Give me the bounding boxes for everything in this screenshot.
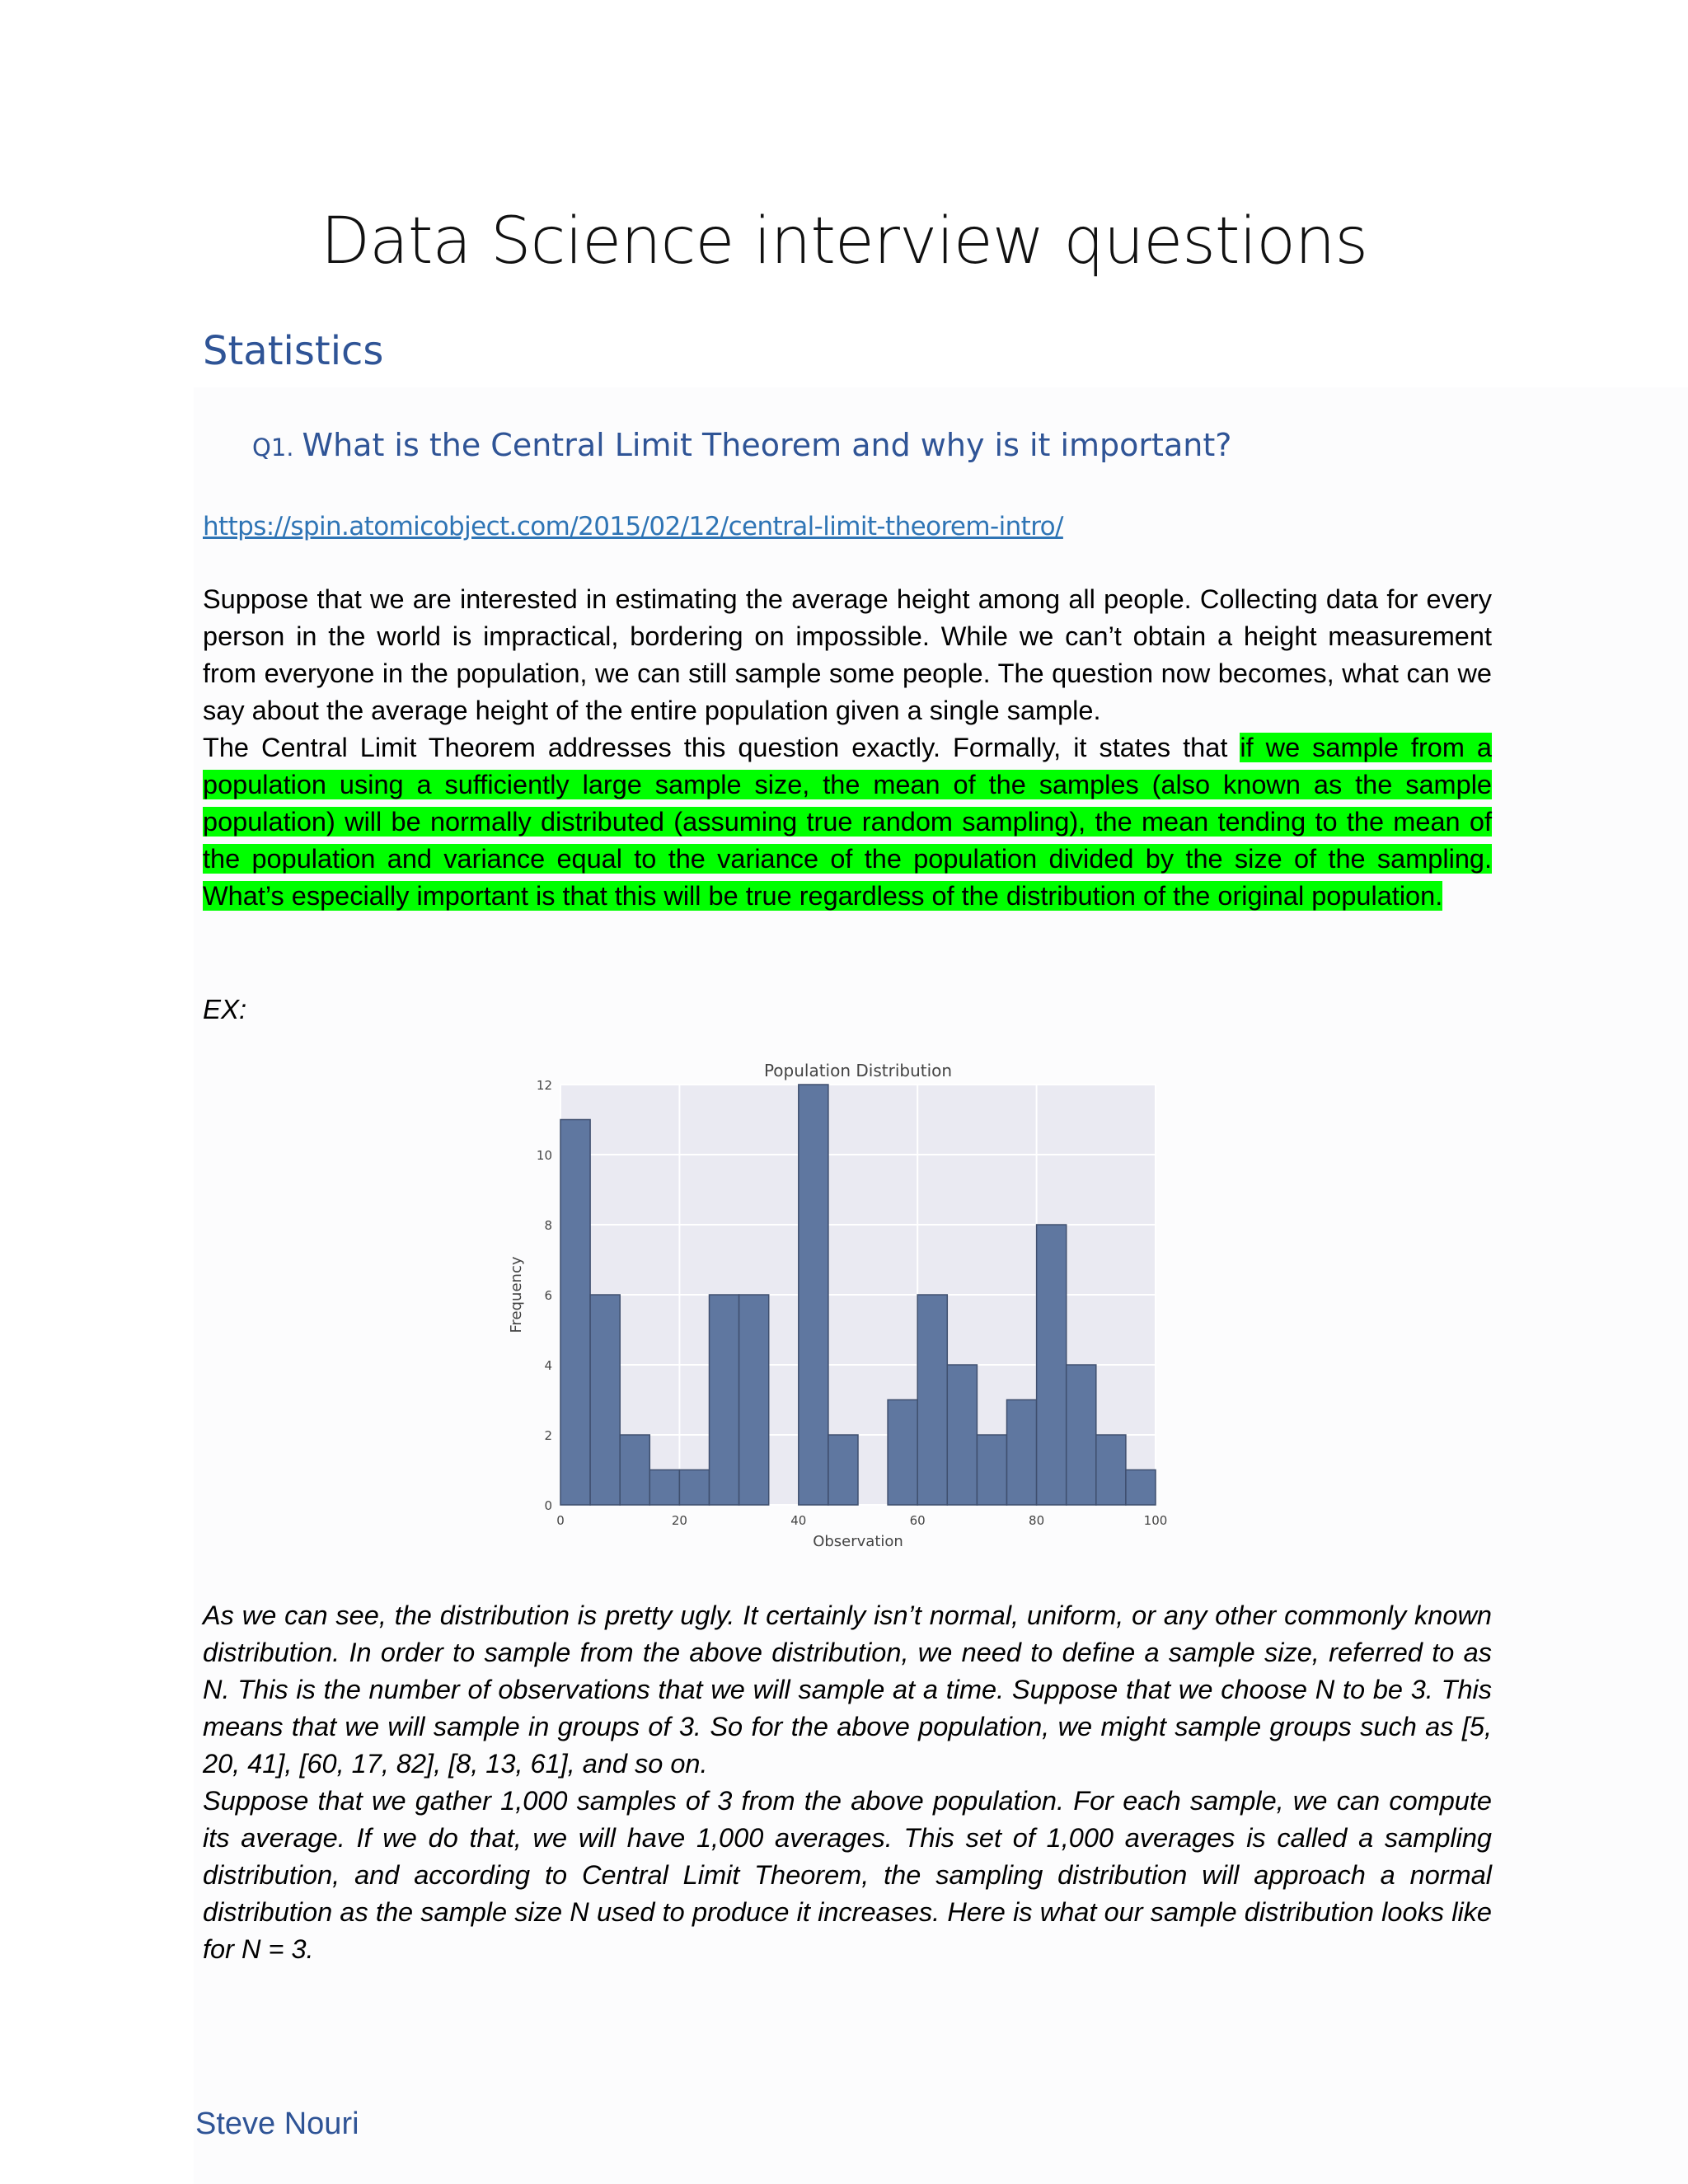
histogram-bar <box>620 1435 649 1505</box>
example-label: EX: <box>203 994 247 1024</box>
y-tick-label: 2 <box>544 1428 552 1443</box>
x-tick-label: 40 <box>790 1513 807 1528</box>
clt-highlighted-text: if we sample from a population using a sufficiently large sample size, the mean of the samples (also known as the sample population) will be normally distributed (assuming true random sampling), the mean tending to the mean of the population and variance equal to the variance of the population divided by the size of the sampling. What’s especially important is that this will be true regardless of the distribution of the original population. <box>203 733 1492 911</box>
author-footer: Steve Nouri <box>195 2107 359 2141</box>
y-tick-label: 12 <box>536 1078 552 1093</box>
y-tick-label: 8 <box>544 1218 552 1233</box>
histogram-bar <box>679 1470 709 1506</box>
sampling-paragraph: Suppose that we gather 1,000 samples of 3 from the above population. For each sample, we can compute its average. If we do that, we will have 1,000 averages. This set of 1,000 averages is called a sampling distribution, and according to Central Limit Theorem, the sampling distribution will approach a normal distribution as the sample size N used to produce it increases. Here is what our sample distribution looks like for N = 3. <box>203 1786 1492 1964</box>
histogram-bar <box>917 1295 947 1505</box>
x-tick-label: 60 <box>909 1513 926 1528</box>
histogram-bar <box>1096 1435 1126 1505</box>
x-tick-label: 80 <box>1029 1513 1045 1528</box>
histogram-bar <box>888 1400 917 1506</box>
histogram-bar <box>710 1295 739 1505</box>
histogram-bar <box>977 1435 1006 1505</box>
question-number: Q1. <box>252 434 294 462</box>
histogram-bar <box>1067 1365 1096 1505</box>
y-tick-label: 4 <box>544 1358 552 1373</box>
question-text: What is the Central Limit Theorem and why is it important? <box>302 427 1232 463</box>
intro-paragraph: Suppose that we are interested in estimating the average height among all people. Collecting data for every person in the world is impractical, bordering on impossible. While we can’t obtain a height measurement from everyone in the population, we can still sample some people. The question now becomes, what can we say about the average height of the entire population given a single sample. <box>203 584 1492 725</box>
histogram-bar <box>947 1365 977 1505</box>
histogram-bar <box>590 1295 620 1505</box>
question-heading <box>252 427 1231 463</box>
histogram-bar <box>1126 1470 1156 1506</box>
x-tick-label: 100 <box>1143 1513 1168 1528</box>
histogram-bar <box>828 1435 858 1505</box>
x-tick-label: 0 <box>556 1513 565 1528</box>
histogram-bar <box>649 1470 679 1506</box>
y-tick-label: 6 <box>544 1288 552 1303</box>
x-axis-label: Observation <box>813 1533 903 1550</box>
clt-paragraph <box>203 729 1492 915</box>
reference-link[interactable]: https://spin.atomicobject.com/2015/02/12/central-limit-theorem-intro/ <box>203 512 1063 541</box>
y-tick-label: 0 <box>544 1498 552 1513</box>
x-tick-label: 20 <box>671 1513 687 1528</box>
document-title: Data Science interview questions <box>321 204 1367 279</box>
clt-paragraph-text: The Central Limit Theorem addresses this question exactly. Formally, it states that <box>203 733 1240 762</box>
population-distribution-chart <box>503 1057 1179 1552</box>
histogram-bar <box>560 1120 590 1506</box>
histogram-bar <box>739 1295 769 1505</box>
section-heading: Statistics <box>203 328 384 374</box>
explanation-paragraph: As we can see, the distribution is pretty ugly. It certainly isn’t normal, uniform, or any other commonly known distribution. In order to sample from the above distribution, we need to define a sample size, referred to as N. This is the number of observations that we will sample at a time. Suppose that we choose N to be 3. This means that we will sample in groups of 3. So for the above population, we might sample groups such as [5, 20, 41], [60, 17, 82], [8, 13, 61], and so on. <box>203 1601 1492 1779</box>
y-tick-label: 10 <box>536 1148 552 1163</box>
histogram-bar <box>1007 1400 1037 1506</box>
histogram-bar <box>799 1085 828 1505</box>
chart-title: Population Distribution <box>763 1061 953 1080</box>
histogram-bar <box>1037 1225 1067 1505</box>
y-axis-label: Frequency <box>508 1256 525 1333</box>
